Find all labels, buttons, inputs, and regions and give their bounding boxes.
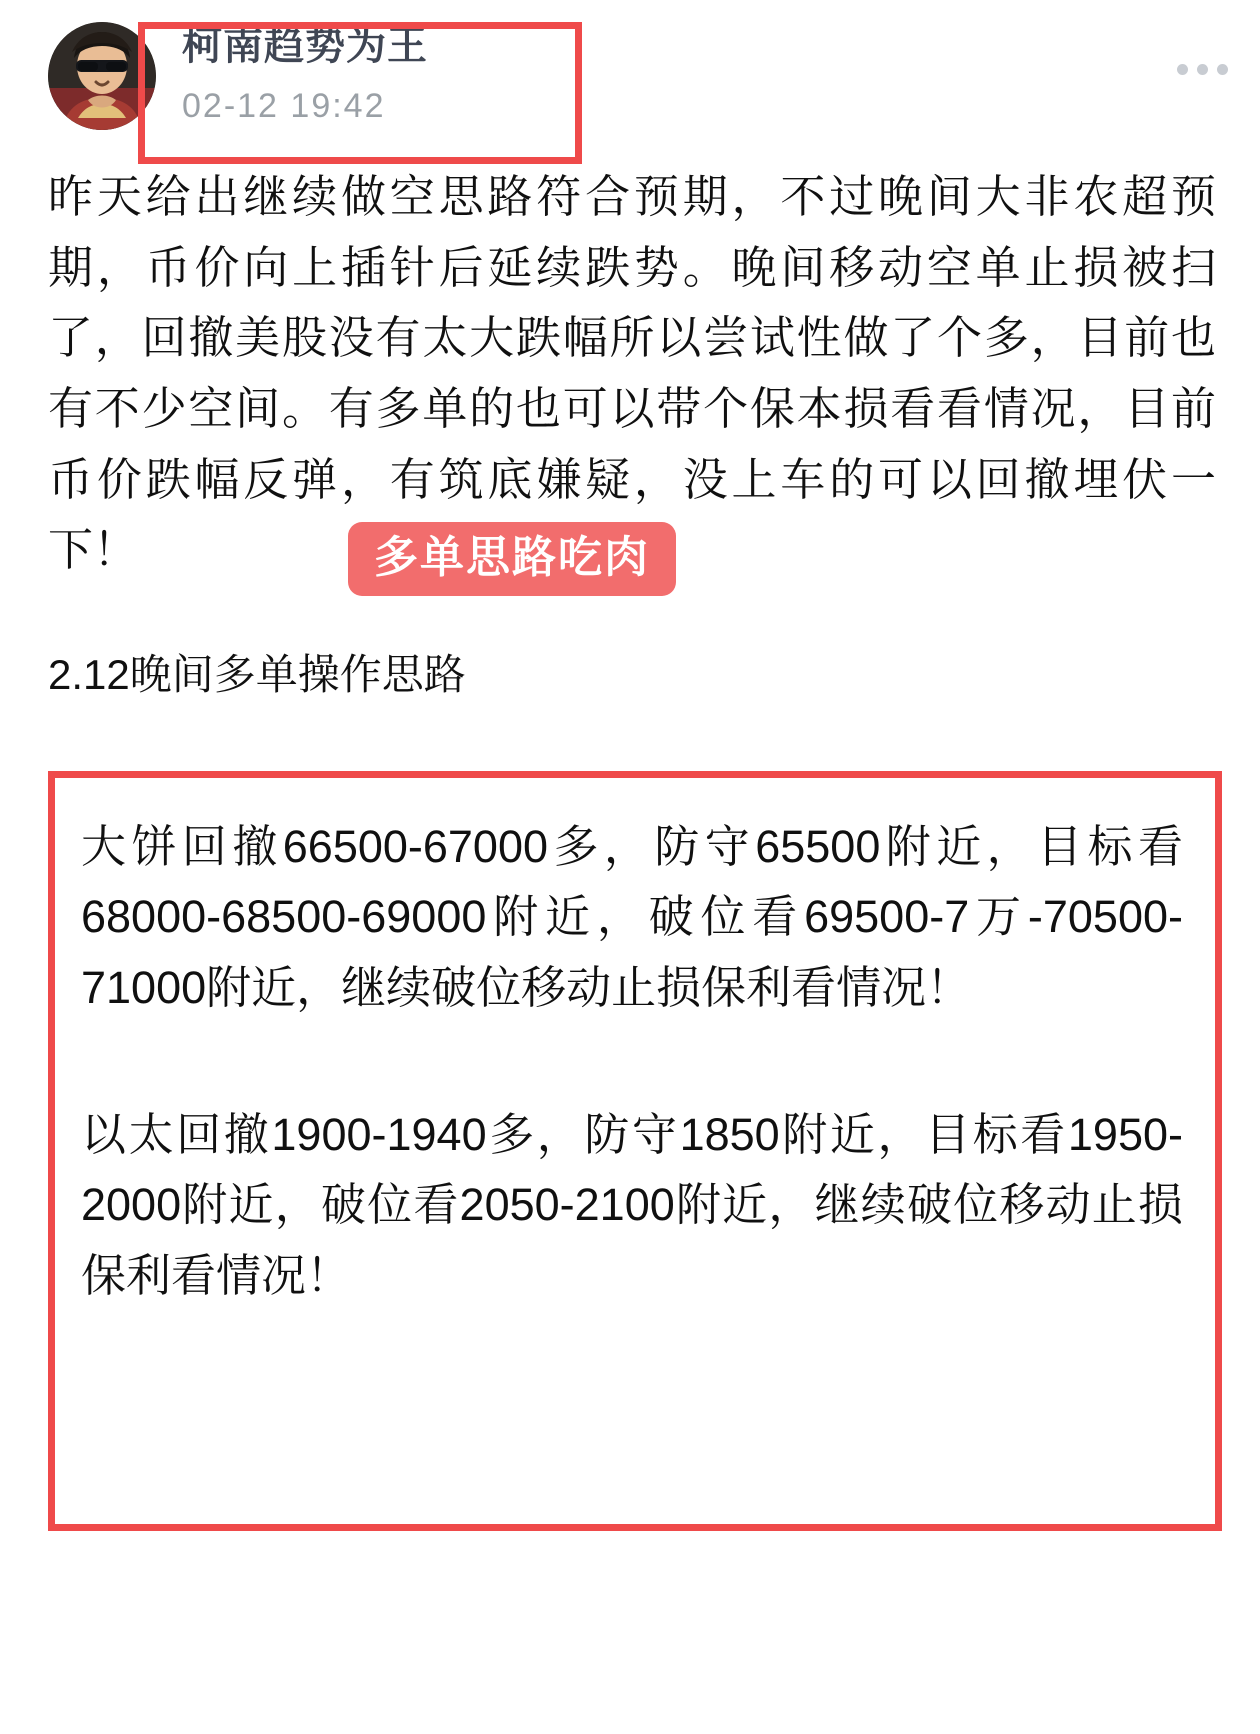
post-subtitle: 2.12晚间多单操作思路 xyxy=(48,650,466,698)
more-dot xyxy=(1197,64,1208,75)
author-name[interactable]: 柯南趋势为王 xyxy=(182,24,428,68)
strategy-paragraph-eth: 以太回撤1900-1940多，防守1850附近，目标看1950-2000附近，破位看2050-2100附近，继续破位移动止损保利看情况！ xyxy=(81,1108,1183,1301)
post-body: 昨天给出继续做空思路符合预期，不过晚间大非农超预期，币价向上插针后延续跌势。晚间移动空单止损被扫了，回撤美股没有太大跌幅所以尝试性做了个多，目前也有不少空间。有多单的也可以带个保本损看看情况，目前币价跌幅反弹，有筑底嫌疑，没上车的可以回撤埋伏一下！ xyxy=(48,171,1216,576)
strategy-paragraph-btc: 大饼回撤66500-67000多，防守65500附近，目标看68000-68500-69000附近，破位看69500-7万-70500-71000附近，继续破位移动止损保利看情况！ xyxy=(81,820,1183,1013)
post-timestamp: 02-12 19:42 xyxy=(182,87,386,125)
post-header xyxy=(0,0,1260,150)
tag-row xyxy=(300,522,1260,612)
status-badge: 多单思路吃肉 xyxy=(348,522,676,596)
more-options-icon[interactable] xyxy=(1173,58,1232,81)
strategy-highlight-box xyxy=(48,771,1222,1531)
more-dot xyxy=(1177,64,1188,75)
avatar-image xyxy=(48,22,156,130)
author-block xyxy=(182,18,428,127)
more-dot xyxy=(1217,64,1228,75)
avatar[interactable] xyxy=(48,22,156,130)
